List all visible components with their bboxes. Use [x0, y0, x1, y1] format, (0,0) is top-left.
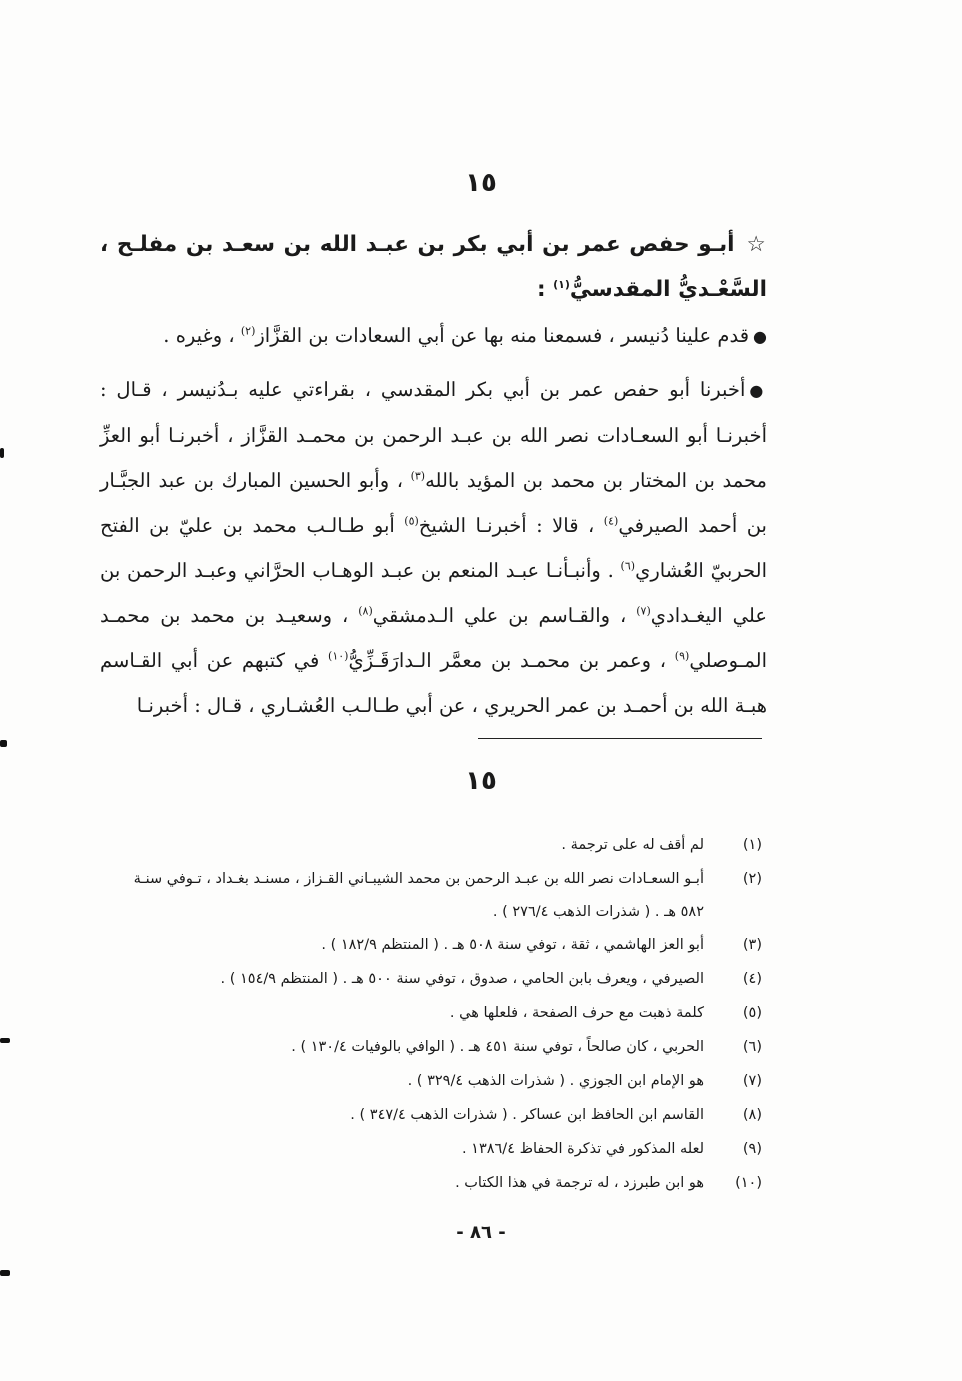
paragraph-arrival — [100, 313, 767, 359]
entry-heading — [100, 222, 767, 312]
footnote-text: القاسم ابن الحافظ ابن عساكر . ( شذرات الذهب ٣٤٧/٤ ) . — [350, 1107, 704, 1123]
paragraph-text: ، وسعيـد بن محمد بن محمـد المـوصلي — [100, 604, 767, 672]
footnote-ref[interactable]: (١) — [553, 277, 570, 291]
footnote-ref[interactable]: (٨) — [358, 604, 373, 618]
footnote-text: أبـو السعـادات نصر الله بن عبـد الرحمن بن محمد الشيبـاني القـزاز ، مسنـد بغـداد ، تـوفي سنـة — [133, 871, 704, 887]
section-number: ١٥ — [465, 168, 497, 198]
paragraph-text: ، قالا : أخبرنـا الشيخ — [418, 514, 604, 537]
bullet-icon: ● — [753, 327, 767, 346]
paragraph-text: ، وأبو الحسين المبارك بن عبد الجبَّـار بن أحمد الصيرفي — [100, 469, 767, 537]
paragraph-text: ، وعمر بن محمـد بن معمَّر الـدارَقَـزِّيُّ — [348, 649, 675, 672]
footnote-item — [96, 828, 762, 862]
footnote-item — [96, 928, 762, 962]
paragraph-text: أبو طـالـب محمد بن عليّ بن الفتح الحربيّ العُشاري — [100, 514, 767, 582]
paragraph-text: في كتبهم عن أبي القـاسم هبـة الله بن أحمـد بن عمر الحريري ، عن أبي طـالـب العُشـاري ، قـال : أخبرنـا — [100, 649, 767, 717]
page-number: - ٨٦ - — [456, 1222, 506, 1243]
footnote-divider — [478, 738, 762, 739]
footnote-item — [96, 1132, 762, 1166]
paragraph-text: قدم علينا دُنيسر ، فسمعنا منه بها عن أبي السعادات بن القزَّاز — [255, 324, 750, 347]
bullet-icon: ● — [749, 381, 767, 400]
footnote-number: (٣) — [742, 937, 762, 953]
footnote-number: (٦) — [742, 1039, 762, 1055]
footnote-ref[interactable]: (٧) — [636, 604, 651, 618]
footnote-item — [96, 1166, 762, 1200]
footnote-number: (١٠) — [735, 1175, 762, 1191]
footnote-number: (٢) — [742, 871, 762, 887]
footnote-section-number: ١٥ — [465, 766, 497, 796]
footnote-text: لعله المذكور في تذكرة الحفاظ ١٣٨٦/٤ . — [461, 1141, 704, 1157]
footnote-text: أبو العز الهاشمي ، ثقة ، توفي سنة ٥٠٨ هـ . ( المنتظم ١٨٢/٩ ) . — [321, 937, 704, 953]
footnote-text: الحربي ، كان صالحاً ، توفي سنة ٤٥١ هـ . ( الوافي بالوفيات ١٣٠/٤ ) . — [291, 1039, 704, 1055]
footnote-ref[interactable]: (٢) — [240, 324, 256, 338]
footnote-item — [96, 1098, 762, 1132]
footnote-item — [96, 1064, 762, 1098]
footnote-ref[interactable]: (١٠) — [328, 649, 349, 663]
paragraph-isnad — [100, 367, 767, 728]
footnote-number: (٩) — [742, 1141, 762, 1157]
paragraph-text: ، وغيره . — [163, 324, 241, 347]
footnote-item — [96, 996, 762, 1030]
footnote-text: لم أقف له على ترجمة . — [561, 837, 704, 853]
scan-edge-mark — [0, 1038, 10, 1043]
heading-line2: المقدسيُّ — [569, 277, 671, 302]
scan-edge-mark — [0, 740, 7, 747]
footnote-text: هو ابن طبرزد ، له ترجمة في هذا الكتاب . — [455, 1175, 704, 1191]
paragraph-text: . وأنبـأنـا عبـد المنعم بن عبـد الوهـاب الحرَّاني وعبـد الرحمن بن علي اليغـدادي — [100, 559, 767, 627]
footnote-item — [96, 962, 762, 996]
footnote-ref[interactable]: (٦) — [620, 559, 636, 573]
footnote-number: (٤) — [742, 971, 762, 987]
heading-colon: : — [537, 277, 554, 302]
footnote-text: هو الإمام ابن الجوزي . ( شذرات الذهب ٣٢٩/٤ ) . — [407, 1073, 704, 1089]
footnotes — [96, 828, 762, 1200]
footnote-item — [96, 1030, 762, 1064]
footnote-continuation: ٥٨٢ هـ . ( شذرات الذهب ٢٧٦/٤ ) . — [492, 904, 704, 920]
footnote-number: (٨) — [742, 1107, 762, 1123]
footnote-text: الصيرفي ، ويعرف بابن الحامي ، صدوق ، توفي سنة ٥٠٠ هـ . ( المنتظم ١٥٤/٩ ) . — [220, 971, 704, 987]
star-icon: ☆ — [746, 232, 767, 257]
footnote-item — [96, 862, 762, 896]
footnote-number: (١) — [742, 837, 762, 853]
footnote-ref[interactable]: (٣) — [410, 469, 426, 483]
footnote-ref[interactable]: (٩) — [674, 649, 690, 663]
heading-line1: أبـو حفص عمر بن أبي بكر بن عبـد الله بن سعـد بن مفلـح ، السَّعْـديُّ — [100, 232, 767, 302]
scan-edge-mark — [0, 448, 4, 458]
footnote-number: (٧) — [742, 1073, 762, 1089]
footnote-text: كلمة ذهبت مع حرف الصفحة ، فلعلها هي . — [449, 1005, 704, 1021]
footnote-ref[interactable]: (٥) — [404, 514, 419, 528]
paragraph-text: أخبرنا أبو حفص عمر بن أبي بكر المقدسي ، بقراءتي عليه بـدُنيسر ، قـال : أخبرنـا أبو السعـادات نصر الله بن عبـد الرحمن بن محمـد القزَّاز ، أخبرنـا أبو العزِّ محمد بن المختار بن محمد بن المؤيد بالله — [100, 378, 768, 492]
footnote-ref[interactable]: (٤) — [603, 514, 619, 528]
scan-edge-mark — [0, 1270, 10, 1276]
footnote-number: (٥) — [742, 1005, 762, 1021]
paragraph-text: ، والقـاسم بن علي الـدمشقي — [372, 604, 637, 627]
